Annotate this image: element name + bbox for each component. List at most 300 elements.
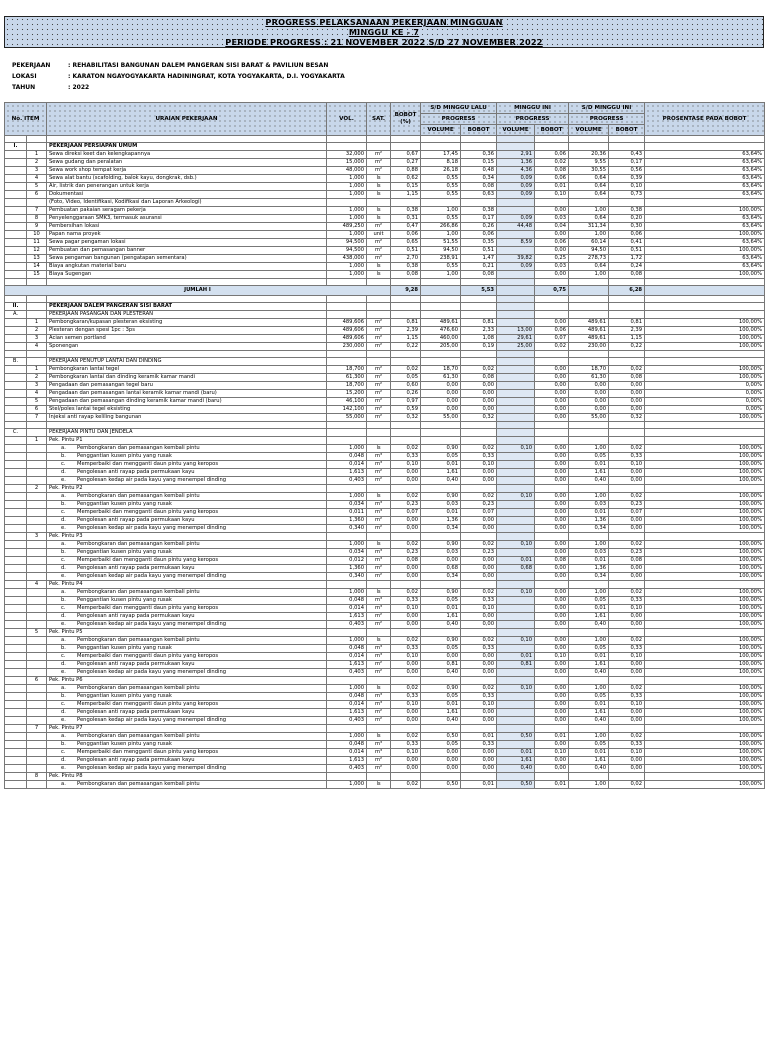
cell-sd-volume: 0,64 [569,263,609,271]
cell-sat: m³ [367,501,391,509]
cell-bobot: 0,00 [391,765,421,773]
cell-prosentase: 0,00% [645,398,765,406]
table-row [5,183,765,191]
cell-lalu-volume: 0,90 [421,685,461,693]
empty-cell [327,581,367,589]
empty-cell [497,286,535,296]
empty-cell [27,136,47,143]
cell-sd-bobot: 0,06 [609,231,645,239]
empty-cell [391,533,421,541]
cell-uraian: Pek. Pintu P1 [47,437,327,445]
table-row [5,207,765,215]
cell-sat [367,311,391,319]
cell-lalu-volume: 0,05 [421,645,461,653]
empty-cell [391,677,421,685]
cell-no: 5 [27,398,47,406]
cell-vol: 489,606 [327,319,367,327]
cell-ini-bobot: 0,00 [535,709,569,717]
cell-sd-volume: 0,64 [569,215,609,223]
cell-ini-bobot: 0,00 [535,637,569,645]
empty-cell [47,351,327,358]
empty-cell [421,485,461,493]
cell-sat: ls [367,215,391,223]
cell-ini-bobot: 0,00 [535,374,569,382]
cell-uraian: Pembuatan dan pemasangan banner [47,247,327,255]
cell-lalu-volume: 0,50 [421,733,461,741]
cell-vol [327,358,367,366]
cell-sat: m³ [367,557,391,565]
empty-cell [367,581,391,589]
empty-cell [367,677,391,685]
cell-sd-volume: 1,00 [569,493,609,501]
header-volume: VOLUME [421,125,461,136]
spacer-row [5,279,765,286]
cell-prosentase: 100,00% [645,541,765,549]
table-row [5,565,765,573]
header-sd-lalu: S/D MINGGU LALU [421,103,497,114]
cell-no: 4 [27,390,47,398]
sub-item-letter: c. [61,701,66,707]
cell-no: 4 [27,175,47,183]
cell-ini-volume: 8,59 [497,239,535,247]
cell-bobot: 0,02 [391,637,421,645]
cell-uraian: Pembersihan lokasi [47,223,327,231]
cell-vol: 489,250 [327,223,367,231]
cell-lalu-bobot: 0,81 [461,319,497,327]
cell-sd-bobot [609,199,645,207]
cell-no: 6 [27,406,47,414]
cell-prosentase: 100,00% [645,741,765,749]
cell-sat: ls [367,685,391,693]
cell-sd-volume: 0,00 [569,390,609,398]
table-row [5,637,765,645]
sub-item-letter: d. [61,565,66,571]
table-row [5,573,765,581]
empty-cell [5,693,27,701]
cell-lalu-volume: 0,40 [421,669,461,677]
cell-vol: 0,014 [327,749,367,757]
cell-lalu-volume: 51,55 [421,239,461,247]
cell-vol: 0,011 [327,509,367,517]
cell-vol: 1,000 [327,263,367,271]
empty-cell [461,351,497,358]
cell-sat: m³ [367,749,391,757]
cell-sd-volume: 0,40 [569,765,609,773]
cell-no: 14 [27,263,47,271]
cell-lalu-volume: 0,90 [421,589,461,597]
table-row [5,215,765,223]
cell-sd-bobot: 0,81 [609,319,645,327]
cell-ini-volume: 0,09 [497,175,535,183]
cell-sd-bobot: 2,39 [609,327,645,335]
cell-uraian [47,781,327,789]
empty-cell [421,286,461,296]
empty-cell [645,351,765,358]
empty-cell [497,485,535,493]
sub-item-letter: c. [61,461,66,467]
cell-lalu-bobot: 0,08 [461,374,497,382]
cell-lalu-bobot: 0,33 [461,741,497,749]
sub-item-letter: b. [61,645,66,651]
cell-prosentase: 100,00% [645,469,765,477]
cell-uraian [47,693,327,701]
cell-lalu-volume [421,303,461,311]
cell-prosentase: 100,00% [645,717,765,725]
cell-bobot: 0,00 [391,717,421,725]
cell-ini-bobot: 0,06 [535,151,569,159]
cell-sd-volume: 0,01 [569,653,609,661]
cell-ini-volume: 0,40 [497,765,535,773]
cell-sd-volume: 0,64 [569,191,609,199]
cell-vol: 0,048 [327,645,367,653]
cell-uraian: Acian semen portland [47,335,327,343]
cell-ini-volume [497,669,535,677]
empty-cell [421,351,461,358]
table-row [5,271,765,279]
header-no-item: No. ITEM [5,103,47,136]
subsection-row [5,358,765,366]
cell-bobot: 0,88 [391,167,421,175]
cell-lalu-bobot: 0,19 [461,343,497,351]
cell-ini-volume: 0,10 [497,637,535,645]
cell-lalu-bobot [461,358,497,366]
cell-lalu-bobot: 0,36 [461,151,497,159]
empty-cell [645,136,765,143]
empty-cell [5,343,27,351]
cell-lalu-volume: 0,55 [421,183,461,191]
cell-ini-bobot: 0,08 [535,557,569,565]
empty-cell [5,239,27,247]
empty-cell [497,437,535,445]
empty-cell [27,445,47,453]
cell-sd-volume: 1,00 [569,271,609,279]
cell-sd-volume: 1,00 [569,637,609,645]
empty-cell [569,286,609,296]
empty-cell [645,485,765,493]
empty-cell [327,677,367,685]
cell-lalu-volume: 1,61 [421,709,461,717]
cell-sd-volume: 0,34 [569,573,609,581]
cell-sd-bobot: 0,00 [609,573,645,581]
empty-cell [27,589,47,597]
cell-lalu-bobot: 0,00 [461,621,497,629]
cell-sd-bobot: 0,10 [609,701,645,709]
cell-bobot: 0,38 [391,207,421,215]
cell-sat: ls [367,191,391,199]
cell-uraian: Air, listrik dan penerangan untuk kerja [47,183,327,191]
cell-bobot: 0,38 [391,263,421,271]
header-uraian: URAIAN PEKERJAAN [47,103,327,136]
cell-ini-bobot: 0,00 [535,453,569,461]
empty-cell [367,296,391,303]
cell-uraian [47,701,327,709]
cell-ini-volume [497,390,535,398]
empty-cell [421,677,461,685]
cell-sd-volume: 18,70 [569,366,609,374]
report-page [4,16,764,789]
cell-sd-volume: 1,00 [569,445,609,453]
group-row [5,533,765,541]
cell-lalu-bobot: 0,00 [461,765,497,773]
cell-lalu-bobot: 0,02 [461,445,497,453]
cell-prosentase [645,358,765,366]
cell-sd-bobot: 0,33 [609,597,645,605]
cell-ini-bobot: 0,00 [535,765,569,773]
cell-uraian [47,709,327,717]
cell-lalu-bobot: 0,00 [461,406,497,414]
empty-cell [27,765,47,773]
empty-cell [327,533,367,541]
cell-ini-bobot: 0,06 [535,175,569,183]
cell-ini-volume [497,199,535,207]
cell-sd-bobot: 0,41 [609,239,645,247]
cell-sd-bobot: 0,07 [609,509,645,517]
cell-no: 1 [27,366,47,374]
cell-sd-volume: 0,01 [569,557,609,565]
empty-cell [461,136,497,143]
cell-sd-bobot [609,311,645,319]
empty-cell [391,725,421,733]
cell-prosentase: 100,00% [645,501,765,509]
sub-item-label: Pengolesan kedap air pada kayu yang menempel dinding [77,669,227,675]
cell-no: 8 [27,773,47,781]
cell-section-no: II. [5,303,27,311]
empty-cell [27,493,47,501]
cell-ini-volume [497,366,535,374]
cell-ini-bobot: 0,00 [535,541,569,549]
empty-cell [5,749,27,757]
empty-cell [5,296,27,303]
table-row [5,327,765,335]
total-ini-bobot: 0,75 [535,286,569,296]
empty-cell [609,533,645,541]
cell-sd-bobot: 0,23 [609,501,645,509]
sub-item-letter: c. [61,653,66,659]
empty-cell [27,303,47,311]
cell-ini-bobot: 0,02 [535,343,569,351]
cell-vol [327,311,367,319]
cell-bobot [391,303,421,311]
header-prosentase: PROSENTASE PADA BOBOT [645,103,765,136]
cell-prosentase: 0,00% [645,406,765,414]
empty-cell [5,685,27,693]
cell-lalu-bobot: 0,00 [461,565,497,573]
cell-ini-volume [497,319,535,327]
sub-item-label: Memperbaiki dan mengganti daun pintu yang keropos [77,605,219,611]
cell-sd-bobot: 0,23 [609,549,645,557]
cell-vol: 1,613 [327,469,367,477]
cell-no: 12 [27,247,47,255]
cell-sd-volume: 1,00 [569,781,609,789]
section-row [5,143,765,151]
sub-item-label: Pengolesan anti rayap pada permukaan kayu [77,565,195,571]
cell-uraian: Penyelenggaraan SMK3, termasuk asuransi [47,215,327,223]
sub-item-letter: b. [61,501,66,507]
empty-cell [5,136,27,143]
cell-lalu-volume: 17,45 [421,151,461,159]
empty-cell [27,709,47,717]
empty-cell [5,366,27,374]
empty-cell [421,296,461,303]
empty-cell [5,637,27,645]
group-row [5,629,765,637]
empty-cell [609,629,645,637]
empty-cell [5,645,27,653]
progress-table [4,102,765,789]
cell-no: 1 [27,151,47,159]
empty-cell [27,541,47,549]
cell-bobot: 0,33 [391,453,421,461]
cell-sd-bobot: 0,02 [609,685,645,693]
cell-sat: m² [367,525,391,533]
cell-prosentase: 100,00% [645,685,765,693]
cell-lalu-volume: 0,00 [421,557,461,565]
empty-cell [645,677,765,685]
empty-cell [27,509,47,517]
cell-uraian [47,501,327,509]
empty-cell [645,422,765,429]
cell-sat [367,429,391,437]
cell-uraian [47,525,327,533]
empty-cell [5,247,27,255]
cell-prosentase: 100,00% [645,573,765,581]
table-row [5,709,765,717]
cell-sat: m² [367,343,391,351]
cell-sd-volume [569,358,609,366]
cell-sat: m³ [367,453,391,461]
sub-item-letter: a. [61,733,66,739]
cell-sd-volume: 1,00 [569,589,609,597]
empty-cell [497,279,535,286]
cell-uraian [47,661,327,669]
total-label: JUMLAH I [5,286,391,296]
empty-cell [535,437,569,445]
empty-cell [461,581,497,589]
sub-item-letter: b. [61,693,66,699]
sub-item-letter: b. [61,549,66,555]
cell-prosentase: 100,00% [645,414,765,422]
cell-ini-volume [497,741,535,749]
empty-cell [391,351,421,358]
cell-lalu-bobot: 0,21 [461,263,497,271]
cell-bobot: 0,65 [391,239,421,247]
cell-lalu-volume: 0,00 [421,382,461,390]
cell-uraian [47,653,327,661]
cell-prosentase: 63,64% [645,223,765,231]
empty-cell [391,629,421,637]
cell-lalu-volume: 266,86 [421,223,461,231]
sub-item-label: Penggantian kusen pintu yang rusak [77,501,172,507]
cell-sd-bobot: 0,00 [609,406,645,414]
cell-ini-volume: 0,10 [497,493,535,501]
sub-item-label: Pengolesan anti rayap pada permukaan kayu [77,757,195,763]
cell-lalu-bobot: 0,00 [461,390,497,398]
cell-sd-volume: 0,01 [569,605,609,613]
cell-lalu-volume: 0,03 [421,501,461,509]
sub-item-label: Penggantian kusen pintu yang rusak [77,597,172,603]
cell-prosentase: 100,00% [645,669,765,677]
cell-ini-bobot: 0,00 [535,406,569,414]
cell-ini-volume: 1,36 [497,159,535,167]
cell-sd-volume: 55,00 [569,414,609,422]
empty-cell [609,773,645,781]
cell-vol: 1,000 [327,183,367,191]
cell-ini-bobot: 0,00 [535,661,569,669]
cell-prosentase: 100,00% [645,765,765,773]
cell-sat [367,199,391,207]
cell-uraian: Pek. Pintu P3 [47,533,327,541]
header-bobot: BOBOT (%) [391,103,421,136]
cell-lalu-bobot: 0,02 [461,366,497,374]
empty-cell [609,351,645,358]
table-row [5,669,765,677]
cell-vol: 1,000 [327,231,367,239]
cell-ini-volume [497,143,535,151]
sub-item-letter: a. [61,541,66,547]
cell-lalu-volume: 1,00 [421,231,461,239]
cell-ini-volume [497,231,535,239]
cell-ini-volume [497,311,535,319]
empty-cell [367,725,391,733]
cell-no: 2 [27,327,47,335]
cell-uraian: (Foto, Video, Identifikasi, Kodifikasi dan Laporan Arkeologi) [47,199,327,207]
cell-sd-volume: 1,61 [569,661,609,669]
empty-cell [5,422,27,429]
cell-prosentase [645,303,765,311]
sub-item-letter: a. [61,493,66,499]
cell-sat: m² [367,661,391,669]
cell-sd-bobot: 0,43 [609,151,645,159]
cell-lalu-volume: 0,55 [421,191,461,199]
cell-vol: 0,340 [327,573,367,581]
empty-cell [27,311,47,319]
cell-no: 2 [27,485,47,493]
cell-lalu-bobot: 0,15 [461,159,497,167]
cell-sat: m² [367,573,391,581]
cell-vol: 0,014 [327,461,367,469]
cell-sat: ls [367,781,391,789]
cell-vol: 1,000 [327,271,367,279]
cell-ini-volume [497,406,535,414]
cell-ini-volume [497,461,535,469]
cell-sat [367,143,391,151]
cell-ini-volume: 0,10 [497,445,535,453]
sub-item-letter: d. [61,613,66,619]
cell-lalu-volume: 476,60 [421,327,461,335]
empty-cell [609,677,645,685]
cell-lalu-volume: 0,40 [421,717,461,725]
cell-uraian [47,517,327,525]
empty-cell [421,581,461,589]
cell-uraian: Sewa pengaman bangunan (pengatapan sementara) [47,255,327,263]
spacer-row [5,422,765,429]
empty-cell [5,581,27,589]
cell-sat: m² [367,757,391,765]
cell-bobot: 0,00 [391,621,421,629]
subsection-row [5,311,765,319]
cell-ini-bobot [535,199,569,207]
cell-prosentase: 63,64% [645,255,765,263]
cell-uraian: PEKERJAAN PINTU DAN JENDELA [47,429,327,437]
cell-ini-volume: 2,91 [497,151,535,159]
cell-sd-bobot: 0,73 [609,191,645,199]
cell-sat: m² [367,247,391,255]
cell-no: 6 [27,677,47,685]
cell-ini-volume: 0,10 [497,685,535,693]
empty-cell [5,215,27,223]
cell-lalu-volume: 0,50 [421,781,461,789]
cell-ini-bobot: 0,00 [535,717,569,725]
